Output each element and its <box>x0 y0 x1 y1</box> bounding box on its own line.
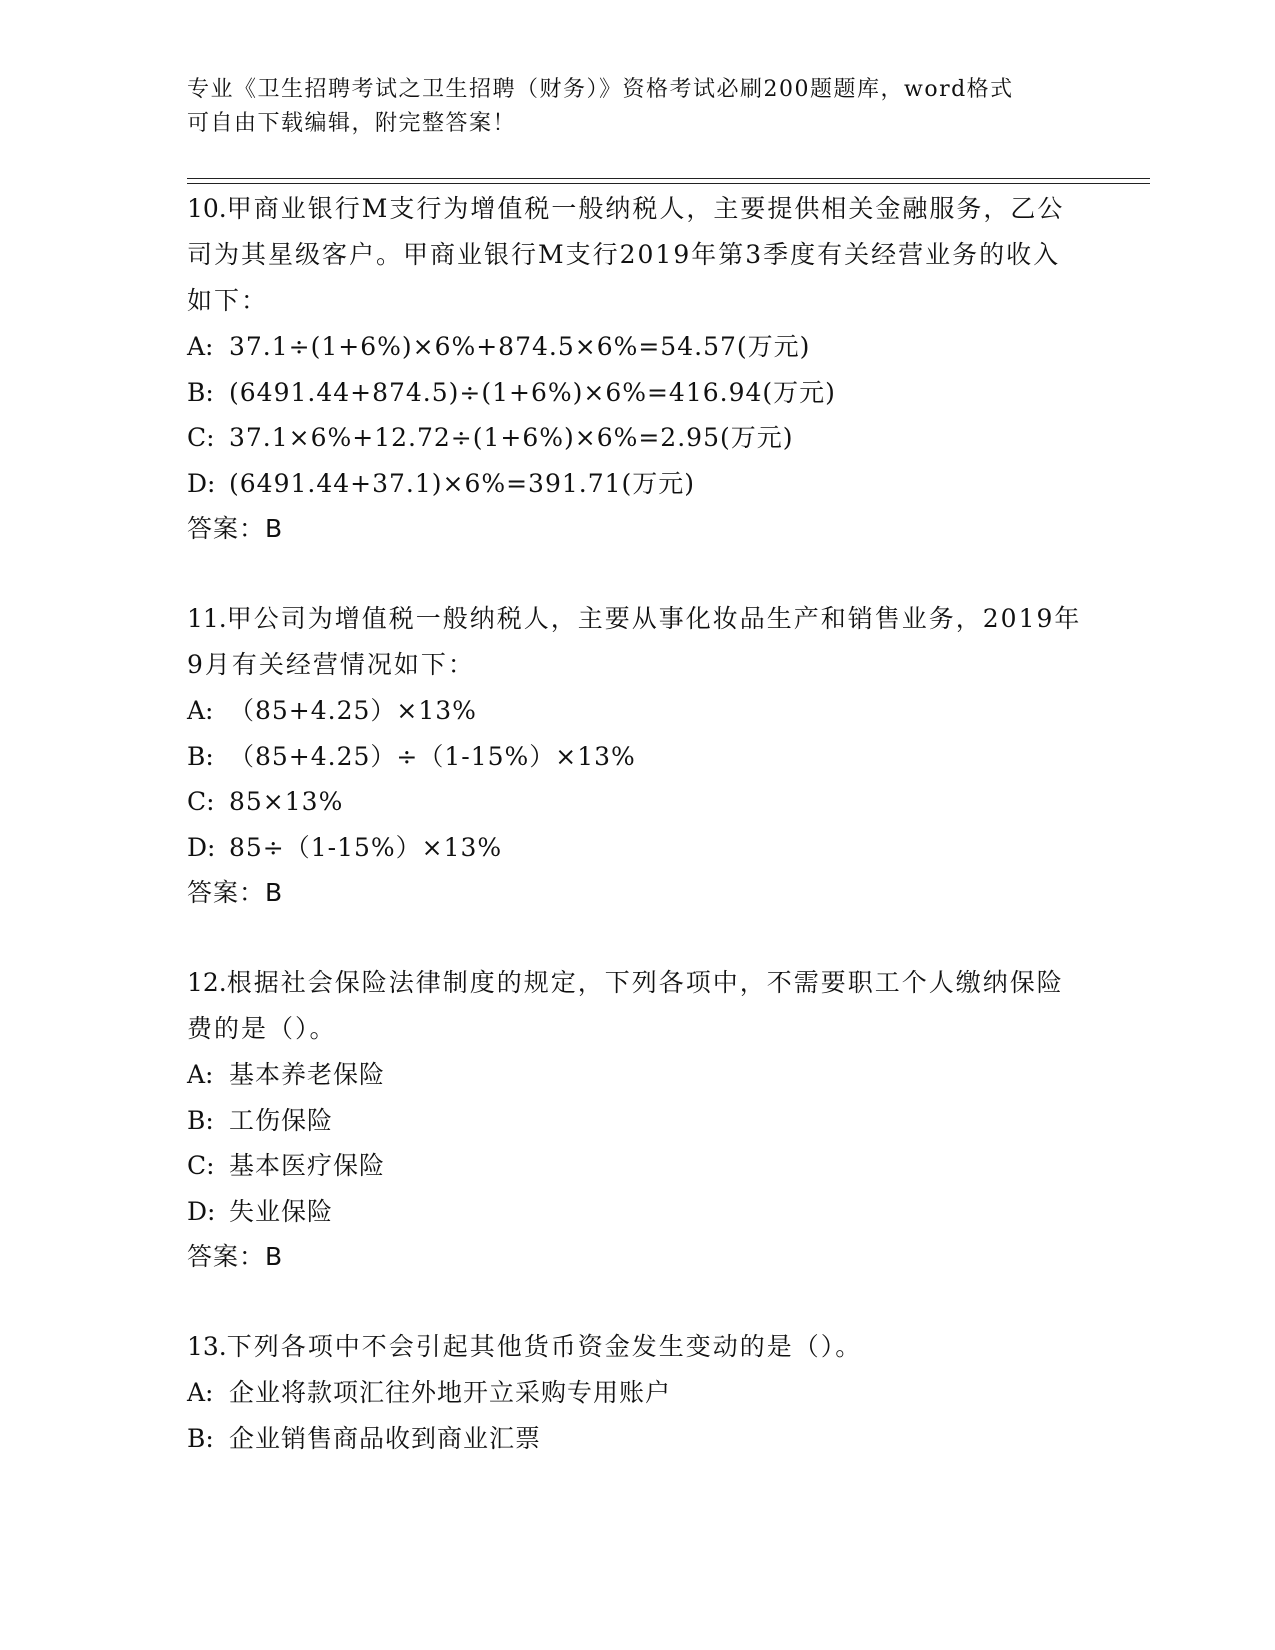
option-key: A: <box>187 1378 214 1407</box>
question-text: 甲商业银行M支行为增值税一般纳税人，主要提供相关金融服务，乙公司为其星级客户。甲商业银行M支行2019年第3季度有关经营业务的收入如下： <box>187 194 1065 315</box>
option-text: 基本医疗保险 <box>229 1151 386 1180</box>
question-text: 根据社会保险法律制度的规定，下列各项中，不需要职工个人缴纳保险费的是（）。 <box>187 968 1064 1043</box>
question-number: 13. <box>187 1332 227 1361</box>
option-a <box>187 324 1087 370</box>
question-stem <box>187 596 1087 688</box>
option-a <box>187 1370 1087 1416</box>
option-b <box>187 370 1087 416</box>
option-text: 失业保险 <box>229 1196 334 1226</box>
answer-line: 答案：B <box>187 878 284 907</box>
option-key: D: <box>187 1196 216 1226</box>
option-text: 工伤保险 <box>229 1105 334 1135</box>
option-b <box>187 1098 1087 1144</box>
question-stem <box>187 1324 1087 1370</box>
question-12 <box>187 960 1087 1280</box>
option-text: （85+4.25）÷（1-15%）×13% <box>229 741 636 771</box>
option-key: C: <box>187 787 215 816</box>
question-text: 甲公司为增值税一般纳税人，主要从事化妆品生产和销售业务，2019年9月有关经营情况如下： <box>187 604 1082 679</box>
option-key: A: <box>187 332 214 361</box>
option-text: 企业将款项汇往外地开立采购专用账户 <box>229 1378 672 1407</box>
option-key: B: <box>187 1423 214 1453</box>
question-list <box>187 186 1087 1505</box>
option-key: C: <box>187 423 215 452</box>
option-text: 基本养老保险 <box>229 1060 386 1089</box>
question-13 <box>187 1324 1087 1461</box>
option-a <box>187 688 1087 734</box>
option-d <box>187 461 1087 507</box>
question-number: 12. <box>187 968 227 997</box>
option-text: 企业销售商品收到商业汇票 <box>229 1423 542 1453</box>
option-key: C: <box>187 1151 215 1180</box>
header-divider-bottom <box>187 183 1150 184</box>
option-key: A: <box>187 696 214 725</box>
question-text: 下列各项中不会引起其他货币资金发生变动的是（）。 <box>226 1332 863 1361</box>
option-key: A: <box>187 1060 214 1089</box>
document-header <box>187 73 1067 141</box>
option-text: 85÷（1-15%）×13% <box>229 832 503 862</box>
option-d <box>187 825 1087 871</box>
option-d <box>187 1189 1087 1235</box>
option-key: B: <box>187 1105 214 1135</box>
question-stem <box>187 186 1087 324</box>
option-text: 85×13% <box>229 787 344 816</box>
question-11 <box>187 596 1087 916</box>
question-number: 11. <box>187 604 227 633</box>
answer-line: 答案：B <box>187 514 284 543</box>
option-text: 37.1÷(1+6%)×6%+874.5×6%=54.57(万元) <box>229 332 811 361</box>
header-line-2: 可自由下载编辑，附完整答案！ <box>187 111 517 136</box>
answer-line: 答案：B <box>187 1242 284 1271</box>
option-b <box>187 734 1087 780</box>
option-text: (6491.44+874.5)÷(1+6%)×6%=416.94(万元) <box>229 377 836 407</box>
option-b <box>187 1416 1087 1462</box>
option-text: 37.1×6%+12.72÷(1+6%)×6%=2.95(万元) <box>229 423 794 452</box>
option-key: D: <box>187 832 216 862</box>
option-key: D: <box>187 468 216 498</box>
option-key: B: <box>187 377 214 407</box>
question-number: 10. <box>187 194 227 223</box>
option-key: B: <box>187 741 214 771</box>
header-divider-top <box>187 178 1150 179</box>
option-c <box>187 1143 1087 1189</box>
option-a <box>187 1052 1087 1098</box>
question-stem <box>187 960 1087 1052</box>
header-line-1: 专业《卫生招聘考试之卫生招聘（财务）》资格考试必刷200题题库，word格式 <box>187 77 1014 102</box>
question-10 <box>187 186 1087 552</box>
option-text: （85+4.25）×13% <box>229 696 477 725</box>
option-text: (6491.44+37.1)×6%=391.71(万元) <box>229 468 696 498</box>
option-c <box>187 779 1087 825</box>
option-c <box>187 415 1087 461</box>
